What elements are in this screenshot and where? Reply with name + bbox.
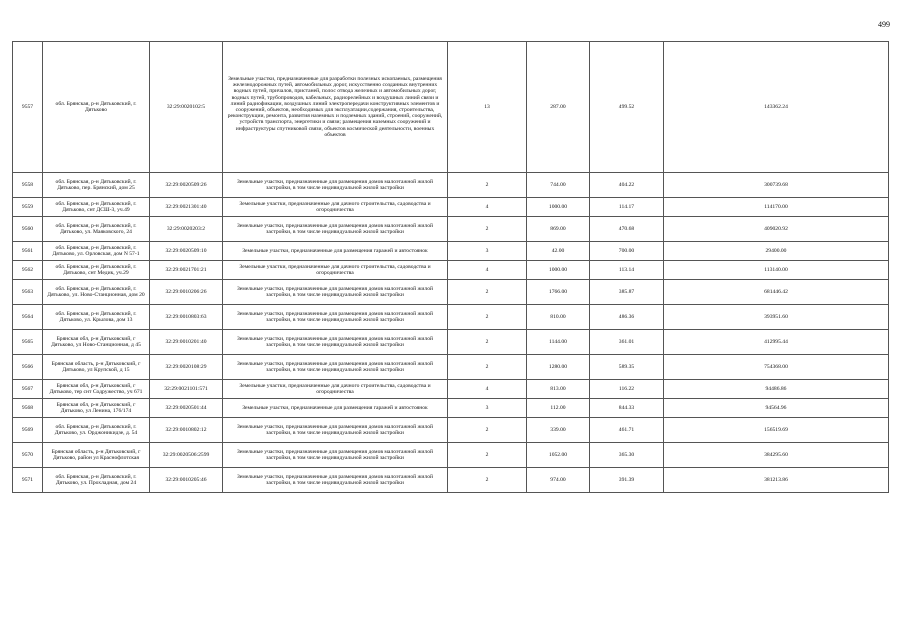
area-cell: 1144.00: [527, 330, 590, 355]
cadastral-number-cell: 32:29:0020509:10: [150, 242, 223, 261]
row-number-cell: 9568: [13, 399, 43, 418]
address-cell: обл. Брянская, р-н Дятьковский, г. Дятьково, ул. Крылова, дом 13: [43, 305, 150, 330]
use-group-cell: 4: [448, 380, 527, 399]
area-cell: 1280.00: [527, 355, 590, 380]
cadastral-number-cell: 32:29:0010205:46: [150, 468, 223, 493]
area-cell: 339.00: [527, 418, 590, 443]
table-row: [13, 380, 889, 399]
table-row: [13, 418, 889, 443]
use-group-cell: 2: [448, 355, 527, 380]
specific-value-cell: 499.52: [590, 42, 664, 173]
row-number-cell: 9563: [13, 280, 43, 305]
cadastral-number-cell: 32:29:0020108:29: [150, 355, 223, 380]
cadastral-number-cell: 32:29:0010206:26: [150, 280, 223, 305]
cadastral-value-cell: 29400.00: [664, 242, 889, 261]
use-group-cell: 4: [448, 198, 527, 217]
row-number-cell: 9557: [13, 42, 43, 173]
row-number-cell: 9561: [13, 242, 43, 261]
cadastral-value-cell: 94486.86: [664, 380, 889, 399]
permitted-use-cell: Земельные участки, предназначенные для размещения домов малоэтажной жилой застройки, в том числе индивидуальной жилой застройки: [223, 305, 448, 330]
row-number-cell: 9571: [13, 468, 43, 493]
table-row: [13, 399, 889, 418]
address-cell: обл. Брянская, р-н Дятьковский, г. Дятьково, ул. Ново-Станционная, дом 20: [43, 280, 150, 305]
address-cell: обл. Брянская, р-н Дятьковский, г. Дятьково, пер. Брянский, дом 25: [43, 173, 150, 198]
permitted-use-cell: Земельные участки, предназначенные для размещения гаражей и автостоянок: [223, 242, 448, 261]
permitted-use-cell: Земельные участки, предназначенные для дачного строительства, садоводства и огородничества: [223, 198, 448, 217]
row-number-cell: 9558: [13, 173, 43, 198]
cadastral-value-cell: 681446.42: [664, 280, 889, 305]
address-cell: обл. Брянская, р-н Дятьковский, г. Дятьково, снт Медик, уч.29: [43, 261, 150, 280]
specific-value-cell: 385.87: [590, 280, 664, 305]
cadastral-number-cell: 32:29:0020506:2599: [150, 443, 223, 468]
use-group-cell: 13: [448, 42, 527, 173]
table-row: [13, 42, 889, 173]
cadastral-value-cell: 384295.60: [664, 443, 889, 468]
cadastral-number-cell: 32:29:0021101:571: [150, 380, 223, 399]
use-group-cell: 2: [448, 443, 527, 468]
area-cell: 974.00: [527, 468, 590, 493]
area-cell: 1000.00: [527, 198, 590, 217]
use-group-cell: 2: [448, 280, 527, 305]
cadastral-registry-table: [12, 41, 889, 493]
cadastral-number-cell: 32:29:0010201:40: [150, 330, 223, 355]
address-cell: обл. Брянская, р-н Дятьковский, г. Дятьково, ул. Орджоникидзе, д. 54: [43, 418, 150, 443]
cadastral-value-cell: 94564.96: [664, 399, 889, 418]
specific-value-cell: 700.00: [590, 242, 664, 261]
table-row: [13, 355, 889, 380]
permitted-use-cell: Земельные участки, предназначенные для дачного строительства, садоводства и огородничества: [223, 261, 448, 280]
permitted-use-cell: Земельные участки, предназначенные для размещения гаражей и автостоянок: [223, 399, 448, 418]
row-number-cell: 9566: [13, 355, 43, 380]
specific-value-cell: 589.35: [590, 355, 664, 380]
specific-value-cell: 116.22: [590, 380, 664, 399]
specific-value-cell: 404.22: [590, 173, 664, 198]
area-cell: 1000.00: [527, 261, 590, 280]
address-cell: обл. Брянская, р-н Дятьковский, г. Дятьково, снт ДСШ-3, уч.49: [43, 198, 150, 217]
row-number-cell: 9560: [13, 217, 43, 242]
row-number-cell: 9570: [13, 443, 43, 468]
area-cell: 744.00: [527, 173, 590, 198]
permitted-use-cell: Земельные участки, предназначенные для размещения домов малоэтажной жилой застройки, в том числе индивидуальной жилой застройки: [223, 418, 448, 443]
area-cell: 869.00: [527, 217, 590, 242]
use-group-cell: 4: [448, 261, 527, 280]
permitted-use-cell: Земельные участки, предназначенные для размещения домов малоэтажной жилой застройки, в том числе индивидуальной жилой застройки: [223, 217, 448, 242]
specific-value-cell: 461.71: [590, 418, 664, 443]
cadastral-value-cell: 754368.00: [664, 355, 889, 380]
specific-value-cell: 391.39: [590, 468, 664, 493]
specific-value-cell: 470.68: [590, 217, 664, 242]
table-row: [13, 217, 889, 242]
area-cell: 112.00: [527, 399, 590, 418]
area-cell: 42.00: [527, 242, 590, 261]
permitted-use-cell: Земельные участки, предназначенные для размещения домов малоэтажной жилой застройки, в том числе индивидуальной жилой застройки: [223, 443, 448, 468]
page-number: 499: [878, 20, 890, 29]
address-cell: Брянская область, р-н Дятьковский, г Дятьково, ул Крупской, д 15: [43, 355, 150, 380]
permitted-use-cell: Земельные участки, предназначенные для размещения домов малоэтажной жилой застройки, в том числе индивидуальной жилой застройки: [223, 280, 448, 305]
cadastral-value-cell: 114170.00: [664, 198, 889, 217]
specific-value-cell: 486.36: [590, 305, 664, 330]
cadastral-value-cell: 300739.68: [664, 173, 889, 198]
table-row: [13, 443, 889, 468]
table-row: [13, 261, 889, 280]
use-group-cell: 2: [448, 468, 527, 493]
address-cell: Брянская обл, р-н Дятьковский, г Дятьково, ул Ленина, 176/174: [43, 399, 150, 418]
cadastral-number-cell: 32:29:0020203:2: [150, 217, 223, 242]
area-cell: 1052.00: [527, 443, 590, 468]
permitted-use-cell: Земельные участки, предназначенные для дачного строительства, садоводства и огородничества: [223, 380, 448, 399]
permitted-use-cell: Земельные участки, предназначенные для размещения домов малоэтажной жилой застройки, в том числе индивидуальной жилой застройки: [223, 173, 448, 198]
address-cell: Брянская область, р-н Дятьковский, г Дятьково, район ул Краснофлотская: [43, 443, 150, 468]
cadastral-number-cell: 32:29:0020501:44: [150, 399, 223, 418]
address-cell: обл. Брянская, р-н Дятьковский, г. Дятьково, ул. Орловская, дом N 57-1: [43, 242, 150, 261]
address-cell: Брянская обл, р-н Дятьковский, г Дятьково, ул Ново-Станционная, д 45: [43, 330, 150, 355]
area-cell: 813.00: [527, 380, 590, 399]
use-group-cell: 2: [448, 418, 527, 443]
use-group-cell: 2: [448, 305, 527, 330]
row-number-cell: 9562: [13, 261, 43, 280]
cadastral-number-cell: 32:29:0010802:12: [150, 418, 223, 443]
specific-value-cell: 113.14: [590, 261, 664, 280]
cadastral-value-cell: 113140.00: [664, 261, 889, 280]
cadastral-number-cell: 32:29:0020102:5: [150, 42, 223, 173]
permitted-use-cell: Земельные участки, предназначенные для размещения домов малоэтажной жилой застройки, в том числе индивидуальной жилой застройки: [223, 330, 448, 355]
use-group-cell: 2: [448, 173, 527, 198]
cadastral-number-cell: 32:29:0021301:40: [150, 198, 223, 217]
cadastral-value-cell: 412995.44: [664, 330, 889, 355]
table-row: [13, 242, 889, 261]
table-row: [13, 198, 889, 217]
permitted-use-cell: Земельные участки, предназначенные для разработки полезных ископаемых, размещения железнодорожных путей, автомобильных дорог, искусственно созданных внутренних водных путей, причалов, пристаней, полос отвода железных и автомобильных дорог, водных путей, трубопроводов, кабельных, радиорелейных и воздушных линий связи и линий радиофикации, воздушных линий электропередачи конструктивных элементов и сооружений, объектов, необходимых для эксплуатации,содержания, строительства, реконструкции, ремонта, развития наземных и подземных зданий, строений, сооружений, устройств транспорта, энергетики и связи; размещения наземных сооружений и инфраструктуры спутниковой связи, объектов космической деятельности, военных объектов: [223, 42, 448, 173]
cadastral-value-cell: 409020.92: [664, 217, 889, 242]
cadastral-number-cell: 32:29:0021701:21: [150, 261, 223, 280]
cadastral-value-cell: 393951.60: [664, 305, 889, 330]
permitted-use-cell: Земельные участки, предназначенные для размещения домов малоэтажной жилой застройки, в том числе индивидуальной жилой застройки: [223, 355, 448, 380]
address-cell: Брянская обл, р-н Дятьковский, г Дятьково, тер снт Содружество, уч 671: [43, 380, 150, 399]
area-cell: 287.00: [527, 42, 590, 173]
row-number-cell: 9564: [13, 305, 43, 330]
use-group-cell: 2: [448, 217, 527, 242]
use-group-cell: 3: [448, 399, 527, 418]
row-number-cell: 9569: [13, 418, 43, 443]
table-row: [13, 305, 889, 330]
specific-value-cell: 361.01: [590, 330, 664, 355]
row-number-cell: 9567: [13, 380, 43, 399]
table-row: [13, 330, 889, 355]
cadastral-value-cell: 381213.86: [664, 468, 889, 493]
row-number-cell: 9565: [13, 330, 43, 355]
address-cell: обл. Брянская, р-н Дятьковский, г. Дятьково, ул. Маяковского, 24: [43, 217, 150, 242]
address-cell: обл. Брянская, р-н Дятьковский, г. Дятьково: [43, 42, 150, 173]
address-cell: обл. Брянская, р-н Дятьковский, г. Дятьково, ул. Прохладная, дом 24: [43, 468, 150, 493]
table-row: [13, 173, 889, 198]
table-row: [13, 468, 889, 493]
cadastral-number-cell: 32:29:0020509:26: [150, 173, 223, 198]
specific-value-cell: 114.17: [590, 198, 664, 217]
specific-value-cell: 365.30: [590, 443, 664, 468]
row-number-cell: 9559: [13, 198, 43, 217]
cadastral-number-cell: 32:29:0010803:63: [150, 305, 223, 330]
area-cell: 1766.00: [527, 280, 590, 305]
cadastral-value-cell: 143362.24: [664, 42, 889, 173]
permitted-use-cell: Земельные участки, предназначенные для размещения домов малоэтажной жилой застройки, в том числе индивидуальной жилой застройки: [223, 468, 448, 493]
specific-value-cell: 844.33: [590, 399, 664, 418]
use-group-cell: 3: [448, 242, 527, 261]
cadastral-value-cell: 156519.69: [664, 418, 889, 443]
area-cell: 810.00: [527, 305, 590, 330]
table-row: [13, 280, 889, 305]
use-group-cell: 2: [448, 330, 527, 355]
